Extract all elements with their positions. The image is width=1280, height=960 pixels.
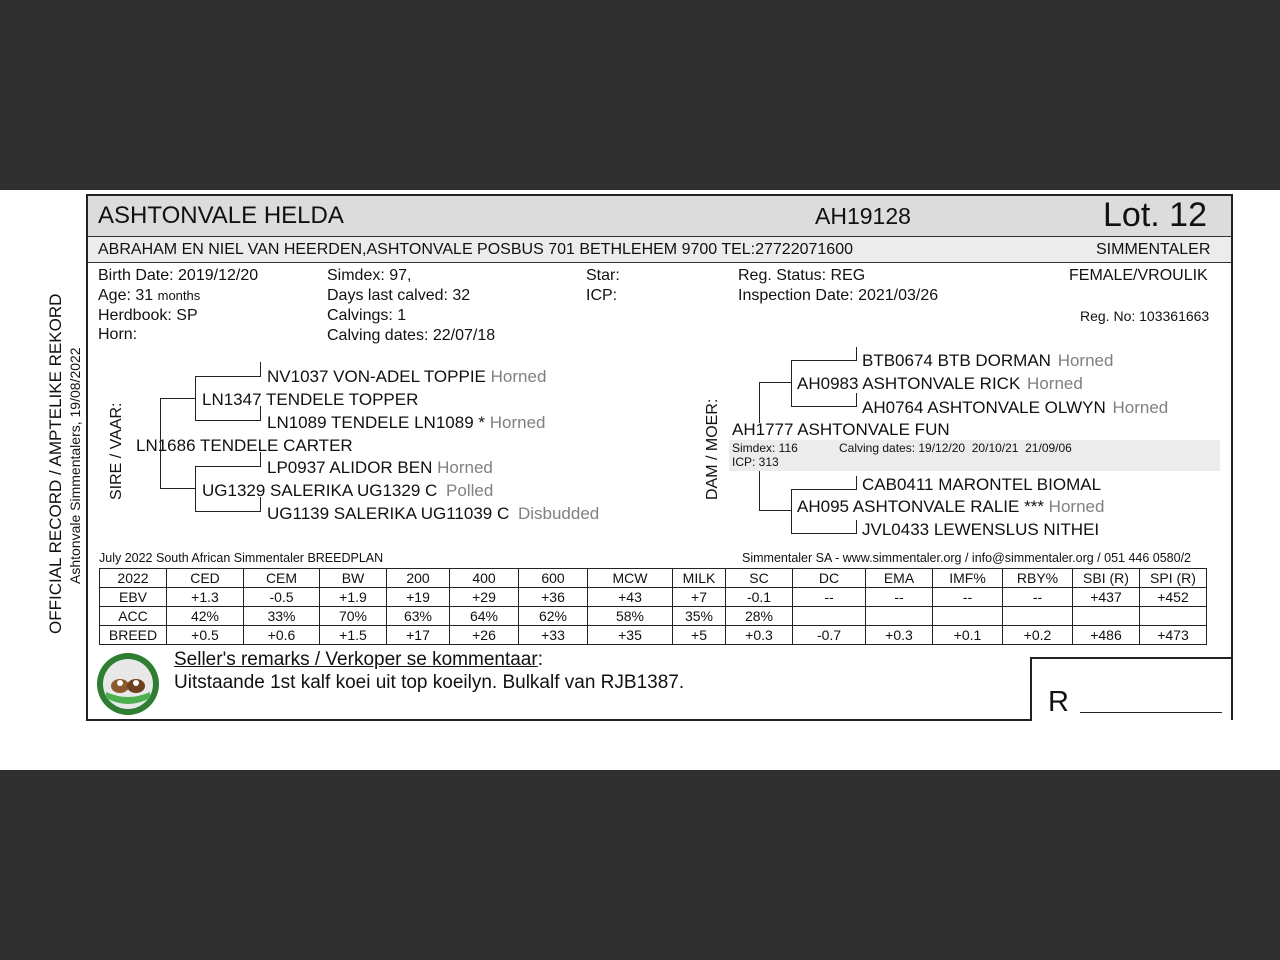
table-cell: +0.6 <box>244 626 320 645</box>
sire-grandsire-1: NV1037 VON-ADEL TOPPIE Horned <box>267 367 547 386</box>
table-cell <box>1073 607 1140 626</box>
table-header: EMA <box>866 569 933 588</box>
dam-dam-bracket-bottom <box>791 533 856 534</box>
sire-grandsire-2: LN1089 TENDELE LN1089 * Horned <box>267 413 546 432</box>
table-cell <box>1140 607 1207 626</box>
dam-granddam-3: CAB0411 MARONTEL BIOMAL <box>862 475 1102 494</box>
table-cell: 62% <box>519 607 588 626</box>
horn-tag: Horned <box>1048 497 1105 516</box>
price-box-left-border <box>1030 657 1032 721</box>
sire-grandsire-3: LP0937 ALIDOR BEN Horned <box>267 458 493 477</box>
sire-grandsire-4: UG1139 SALERIKA UG11039 C Disbudded <box>267 504 600 523</box>
birth-date: Birth Date: 2019/12/20 <box>98 267 259 284</box>
table-header: RBY% <box>1003 569 1073 588</box>
table-cell: +7 <box>673 588 726 607</box>
animal-name: ASHTONVALE HELDA <box>98 202 344 229</box>
dam-calving-dates: Calving dates: 19/12/20 20/10/21 21/09/06 <box>839 441 1072 455</box>
source-date-label: Ashtonvale Simmentalers, 19/08/2022 <box>67 347 83 584</box>
table-cell: +0.5 <box>167 626 244 645</box>
sire-name: LN1686 TENDELE CARTER <box>136 436 353 455</box>
dam-name: AH1777 ASHTONVALE FUN <box>732 420 950 439</box>
table-row <box>100 626 1207 645</box>
table-header: IMF% <box>933 569 1003 588</box>
table-row <box>100 607 1207 626</box>
herdbook: Herdbook: SP <box>98 307 198 324</box>
table-cell <box>793 607 866 626</box>
price-box-top-border <box>1030 657 1233 659</box>
table-cell: +486 <box>1073 626 1140 645</box>
table-header: 2022 <box>100 569 167 588</box>
table-cell: +1.9 <box>320 588 387 607</box>
table-cell: 64% <box>450 607 519 626</box>
table-header: SPI (R) <box>1140 569 1207 588</box>
reg-status: Reg. Status: REG <box>738 267 866 284</box>
gd1-tick <box>856 347 857 361</box>
table-cell: +473 <box>1140 626 1207 645</box>
table-cell: 33% <box>244 607 320 626</box>
table-cell: +0.2 <box>1003 626 1073 645</box>
sire-sire: LN1347 TENDELE TOPPER <box>202 390 419 409</box>
sire-sire-bracket-top <box>195 376 260 377</box>
gs1-tick <box>260 362 261 377</box>
table-cell: +1.3 <box>167 588 244 607</box>
dam-bracket-top-v <box>759 382 760 423</box>
dam-dam-bracket-top <box>791 489 856 490</box>
table-cell: +33 <box>519 626 588 645</box>
table-header: SBI (R) <box>1073 569 1140 588</box>
table-cell: +35 <box>588 626 673 645</box>
remarks-bottom-border <box>86 719 1032 721</box>
table-header-row <box>100 569 1207 588</box>
table-cell: +29 <box>450 588 519 607</box>
table-header: 200 <box>387 569 450 588</box>
age-unit: months <box>157 288 201 303</box>
remarks-heading: Seller's remarks / Verkoper se kommentaar: <box>174 649 543 670</box>
horn: Horn: <box>98 326 138 343</box>
table-cell: +0.3 <box>866 626 933 645</box>
sire-label: SIRE / VAAR: <box>108 402 125 500</box>
dam-simdex: Simdex: 116 <box>732 441 798 455</box>
table-cell <box>933 607 1003 626</box>
breedplan-contact: Simmentaler SA - www.simmentaler.org / info@simmentaler.org / 051 446 0580/2 <box>742 551 1192 565</box>
sire-sire-bracket-v <box>195 376 196 421</box>
breed-label: SIMMENTALER <box>1096 241 1211 258</box>
age-value: Age: 31 <box>98 287 154 304</box>
table-cell: +0.1 <box>933 626 1003 645</box>
table-cell: +17 <box>387 626 450 645</box>
sire-bracket-bottom <box>160 488 195 489</box>
table-header: BW <box>320 569 387 588</box>
horn-tag: Horned <box>1027 374 1083 393</box>
dam-sire-bracket-top <box>791 360 856 361</box>
sire-bracket-top <box>160 398 195 399</box>
dam-dam-bracket-v <box>791 489 792 534</box>
table-cell: -- <box>793 588 866 607</box>
lot-number: Lot. 12 <box>1103 196 1207 234</box>
table-row <box>100 588 1207 607</box>
horn-tag: Horned <box>437 458 493 477</box>
table-cell: -0.5 <box>244 588 320 607</box>
dam-bracket-bottom-v <box>759 471 760 511</box>
simmentaler-logo-icon <box>96 652 160 716</box>
table-cell: BREED <box>100 626 167 645</box>
table-header: CEM <box>244 569 320 588</box>
table-cell: +452 <box>1140 588 1207 607</box>
days-last-calved: Days last calved: 32 <box>327 287 471 304</box>
table-cell: ACC <box>100 607 167 626</box>
table-header: 400 <box>450 569 519 588</box>
dam-dam: AH095 ASHTONVALE RALIE *** Horned <box>797 497 1105 516</box>
gd3-tick <box>856 476 857 490</box>
animal-id: AH19128 <box>815 203 911 229</box>
sire-dam-bracket-bottom <box>195 511 260 512</box>
table-cell: -0.1 <box>726 588 793 607</box>
horn-tag: Horned <box>489 413 546 432</box>
table-cell: +5 <box>673 626 726 645</box>
dam-sire: AH0983 ASHTONVALE RICK Horned <box>797 374 1083 393</box>
table-header: MCW <box>588 569 673 588</box>
official-record-label: OFFICIAL RECORD / AMPTELIKE REKORD <box>46 293 65 634</box>
star: Star: <box>586 267 620 284</box>
price-label: R <box>1048 686 1069 718</box>
table-header: 600 <box>519 569 588 588</box>
table-cell: 42% <box>167 607 244 626</box>
sire-sire-bracket-bottom <box>195 420 260 421</box>
dam-icp: ICP: 313 <box>732 455 779 469</box>
table-cell: 63% <box>387 607 450 626</box>
table-cell: +19 <box>387 588 450 607</box>
table-cell: 70% <box>320 607 387 626</box>
dam-granddam-2: AH0764 ASHTONVALE OLWYN Horned <box>862 398 1169 417</box>
horn-tag: Horned <box>1057 351 1114 370</box>
horn-tag: Disbudded <box>517 504 600 523</box>
gd2-tick <box>856 393 857 407</box>
table-cell: +26 <box>450 626 519 645</box>
calvings: Calvings: 1 <box>327 307 407 324</box>
sex: FEMALE/VROULIK <box>1069 267 1208 284</box>
horn-tag: Horned <box>490 367 547 386</box>
table-cell: +437 <box>1073 588 1140 607</box>
dam-granddam-1: BTB0674 BTB DORMAN Horned <box>862 351 1114 370</box>
table-cell: EBV <box>100 588 167 607</box>
simdex: Simdex: 97, <box>327 267 412 284</box>
table-cell: +1.5 <box>320 626 387 645</box>
table-header: SC <box>726 569 793 588</box>
breedplan-title: July 2022 South African Simmentaler BREEDPLAN <box>99 551 384 565</box>
table-cell: -0.7 <box>793 626 866 645</box>
table-cell: +36 <box>519 588 588 607</box>
reg-number: Reg. No: 103361663 <box>1080 308 1210 324</box>
table-cell <box>866 607 933 626</box>
calving-dates: Calving dates: 22/07/18 <box>327 327 496 344</box>
table-header: CED <box>167 569 244 588</box>
table-header: DC <box>793 569 866 588</box>
table-cell: +0.3 <box>726 626 793 645</box>
table-header: MILK <box>673 569 726 588</box>
table-cell: -- <box>1003 588 1073 607</box>
icp: ICP: <box>586 287 618 304</box>
table-cell: -- <box>866 588 933 607</box>
dam-sire-bracket-bottom <box>791 406 856 407</box>
age <box>98 287 200 305</box>
record-sheet <box>0 190 1280 770</box>
inspection-date: Inspection Date: 2021/03/26 <box>738 287 939 304</box>
table-cell <box>1003 607 1073 626</box>
sire-dam: UG1329 SALERIKA UG1329 C Polled <box>202 481 494 500</box>
table-cell: -- <box>933 588 1003 607</box>
dam-granddam-4: JVL0433 LEWENSLUS NITHEI <box>862 520 1100 539</box>
table-cell: 28% <box>726 607 793 626</box>
price-input-line[interactable] <box>1080 712 1222 713</box>
owner-address: ABRAHAM EN NIEL VAN HEERDEN,ASHTONVALE POSBUS 701 BETHLEHEM 9700 TEL:27722071600 <box>98 241 853 258</box>
dam-bracket-bottom-h <box>759 510 791 511</box>
dam-bracket-top-h <box>759 382 791 383</box>
dam-label: DAM / MOER: <box>704 398 721 500</box>
breedplan-table <box>99 568 1207 645</box>
table-cell: 35% <box>673 607 726 626</box>
gd4-tick <box>856 520 857 534</box>
remarks-text: Uitstaande 1st kalf koei uit top koeilyn. Bulkalf van RJB1387. <box>174 672 685 693</box>
horn-tag: Horned <box>1112 398 1169 417</box>
sire-dam-bracket-v <box>195 466 196 512</box>
table-cell: 58% <box>588 607 673 626</box>
sire-dam-bracket-top <box>195 466 260 467</box>
dam-sire-bracket-v <box>791 360 792 407</box>
table-cell: +43 <box>588 588 673 607</box>
horn-tag: Polled <box>446 481 494 500</box>
